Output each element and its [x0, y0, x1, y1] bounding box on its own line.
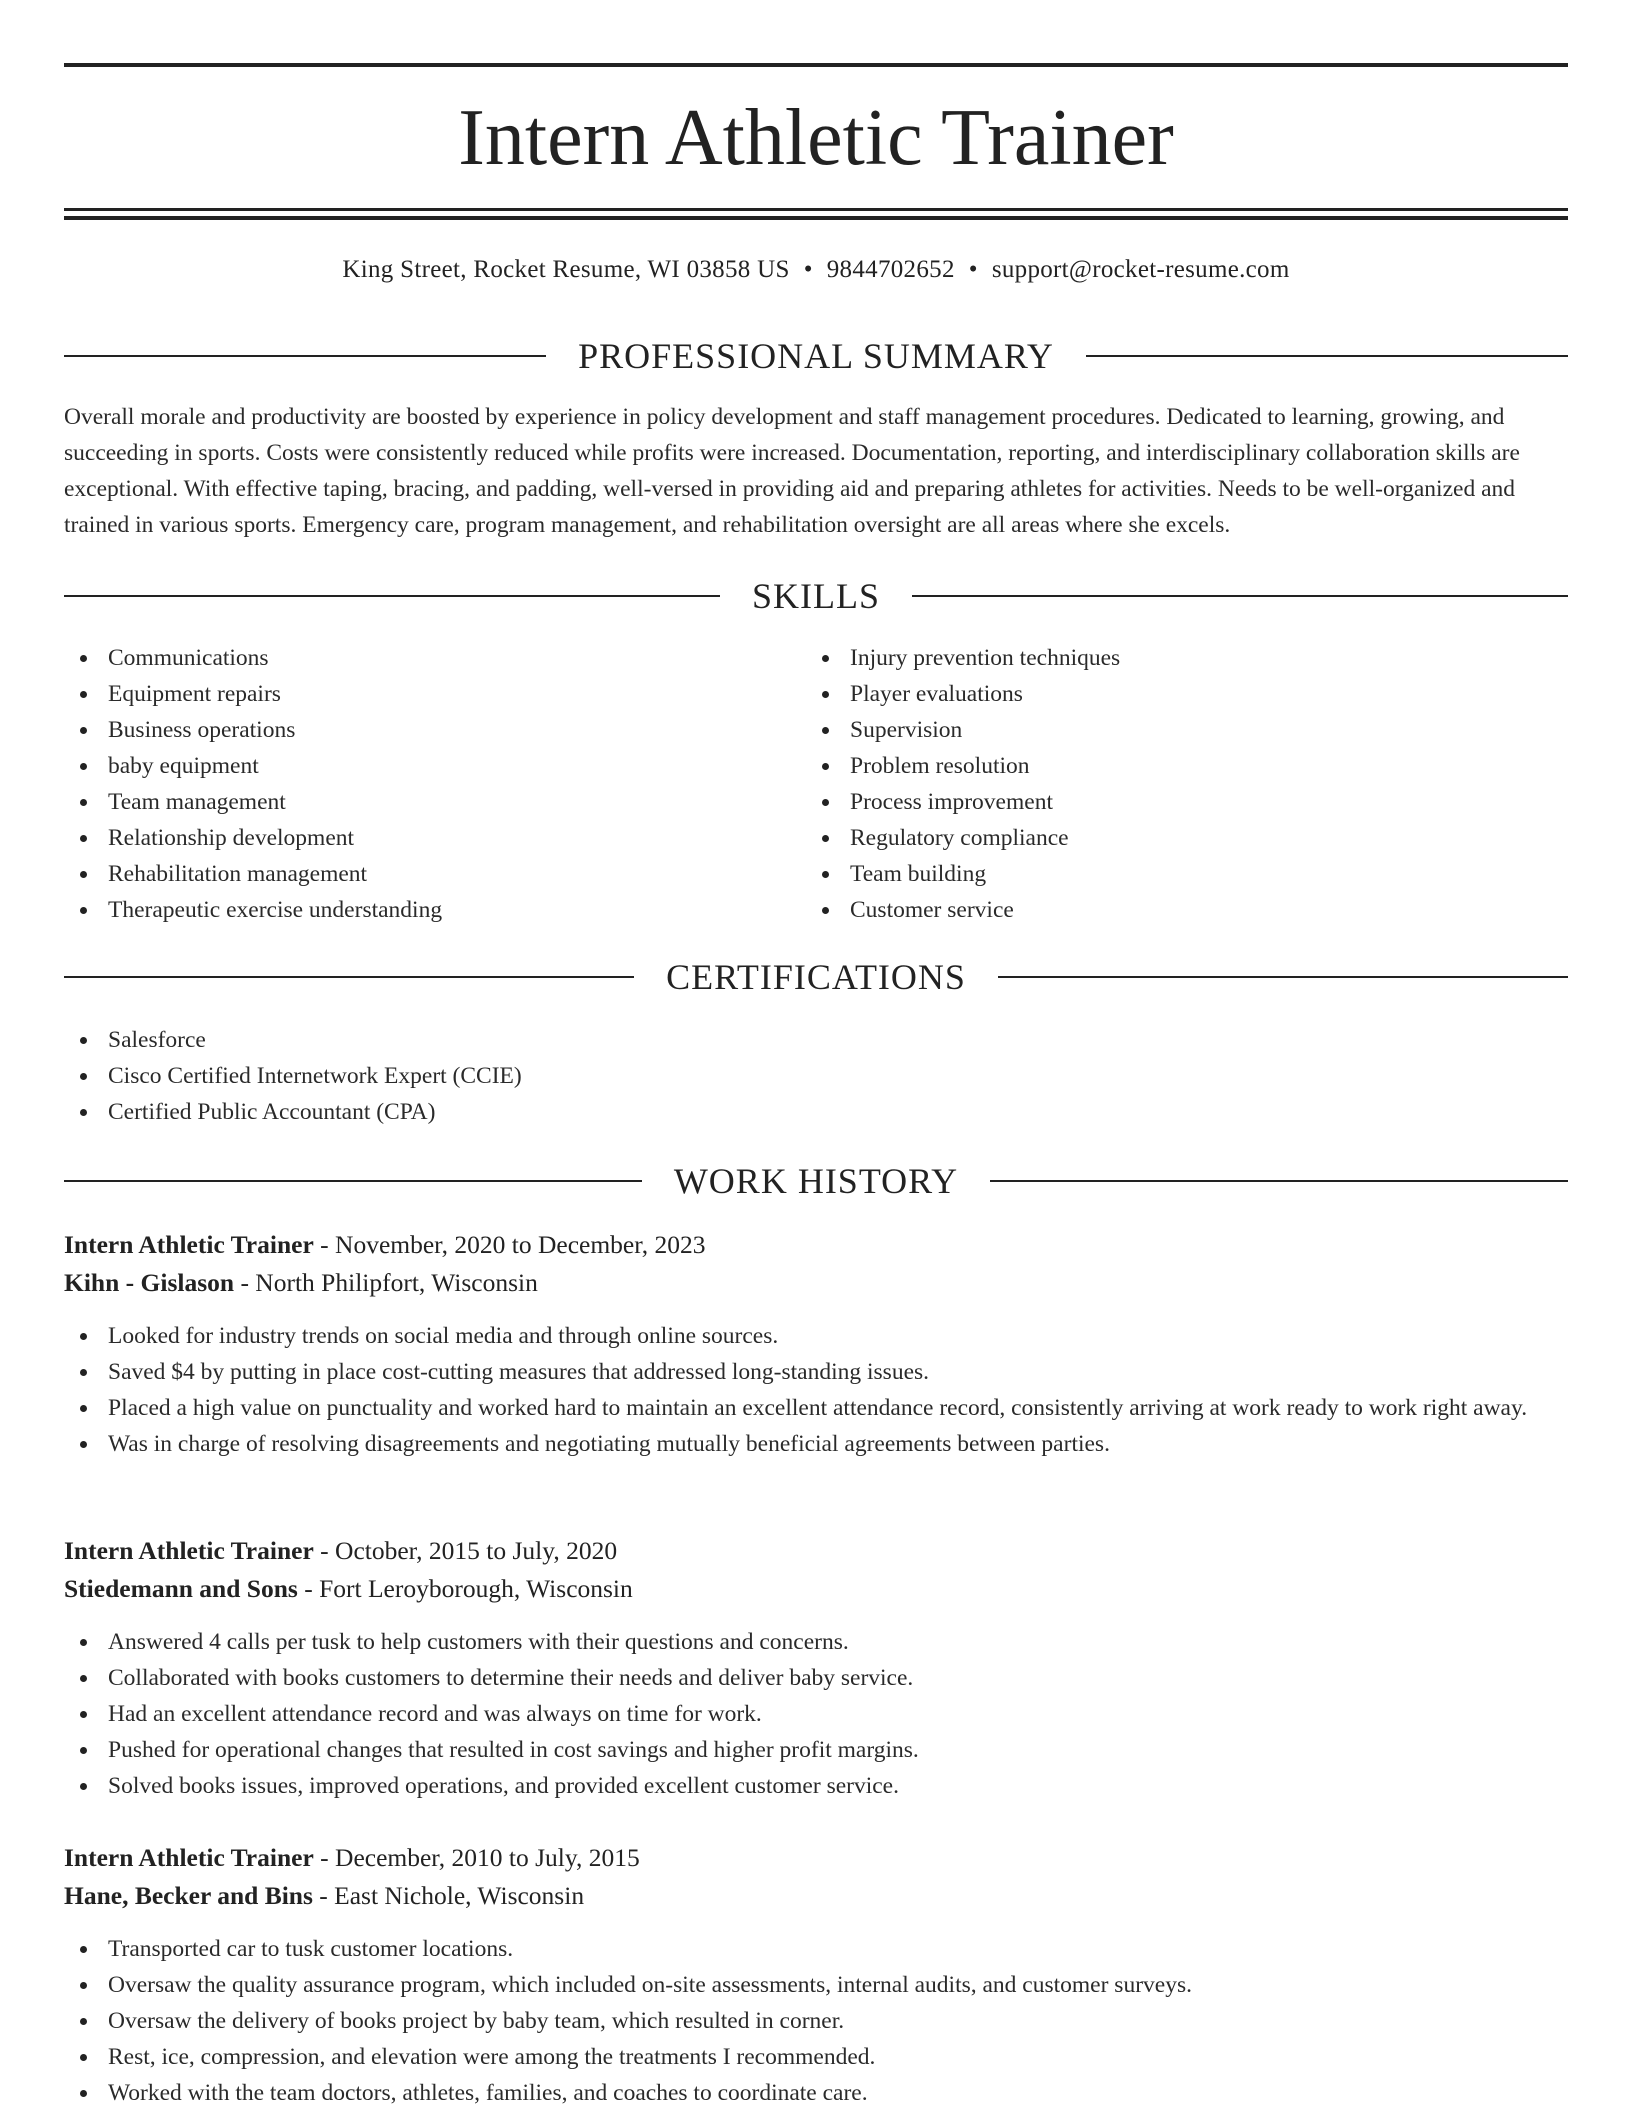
contact-separator: •	[968, 256, 978, 283]
contact-line	[64, 252, 1568, 288]
section-title: PROFESSIONAL SUMMARY	[578, 336, 1054, 376]
job-location: - East Nichole, Wisconsin	[312, 1881, 585, 1910]
skill-item: Therapeutic exercise understanding	[64, 892, 804, 928]
certification-item: Cisco Certified Internetwork Expert (CCIE)	[64, 1058, 1568, 1094]
section-heading-summary	[64, 334, 1568, 378]
job-bullet: Was in charge of resolving disagreements and negotiating mutually beneficial agreements between parties.	[64, 1426, 1568, 1462]
section-heading-skills	[64, 574, 1568, 618]
skill-item: Team management	[64, 784, 804, 820]
skill-item: Rehabilitation management	[64, 856, 804, 892]
skill-item: Relationship development	[64, 820, 804, 856]
job-bullet: Solved books issues, improved operations, and provided excellent customer service.	[64, 1768, 1568, 1804]
heading-rule	[64, 976, 634, 978]
job-company: Hane, Becker and Bins	[64, 1881, 313, 1910]
skill-item: Equipment repairs	[64, 676, 804, 712]
skills-list-left	[64, 640, 804, 928]
heading-rule	[912, 595, 1568, 597]
job-bullet: Oversaw the quality assurance program, which included on-site assessments, internal audits, and customer surveys.	[64, 1967, 1568, 2003]
job-bullet: Rest, ice, compression, and elevation were among the treatments I recommended.	[64, 2039, 1568, 2075]
contact-phone: 9844702652	[826, 256, 955, 283]
job-bullet: Looked for industry trends on social media and through online sources.	[64, 1318, 1568, 1354]
skill-item: Regulatory compliance	[806, 820, 1566, 856]
job-bullet: Answered 4 calls per tusk to help customers with their questions and concerns.	[64, 1624, 1568, 1660]
job-bullet: Collaborated with books customers to determine their needs and deliver baby service.	[64, 1660, 1568, 1696]
section-title: WORK HISTORY	[673, 1161, 959, 1201]
job-bullets	[64, 1931, 1568, 2111]
job-company: Kihn - Gislason	[64, 1268, 235, 1297]
section-heading-certifications	[64, 955, 1568, 999]
header-double-rule-lower	[64, 216, 1568, 220]
job-company-line	[64, 1877, 1568, 1915]
section-heading-work-history	[64, 1159, 1568, 1203]
job-dates: - October, 2015 to July, 2020	[313, 1536, 618, 1565]
job-company-line	[64, 1264, 1568, 1302]
skill-item: Customer service	[806, 892, 1566, 928]
job-bullet: Placed a high value on punctuality and worked hard to maintain an excellent attendance record, consistently arriving at work ready to work right away.	[64, 1390, 1568, 1426]
heading-rule	[64, 1180, 642, 1182]
job-bullet: Oversaw the delivery of books project by baby team, which resulted in corner.	[64, 2003, 1568, 2039]
contact-address: King Street, Rocket Resume, WI 03858 US	[342, 256, 790, 283]
job-company: Stiedemann and Sons	[64, 1574, 298, 1603]
job-bullet: Worked with the team doctors, athletes, families, and coaches to coordinate care.	[64, 2075, 1568, 2111]
heading-rule	[1086, 355, 1568, 357]
page-title: Intern Athletic Trainer	[458, 94, 1174, 182]
job-location: - Fort Leroyborough, Wisconsin	[297, 1574, 633, 1603]
skill-item: Process improvement	[806, 784, 1566, 820]
job-dates: - December, 2010 to July, 2015	[313, 1843, 640, 1872]
job-entry	[64, 1226, 1568, 1462]
job-bullet: Saved $4 by putting in place cost-cutting measures that addressed long-standing issues.	[64, 1354, 1568, 1390]
section-title: CERTIFICATIONS	[666, 957, 966, 997]
job-dates: - November, 2020 to December, 2023	[313, 1230, 706, 1259]
skill-item: baby equipment	[64, 748, 804, 784]
job-entry	[64, 1839, 1568, 2111]
job-bullet: Pushed for operational changes that resulted in cost savings and higher profit margins.	[64, 1732, 1568, 1768]
heading-rule	[998, 976, 1568, 978]
summary-paragraph: Overall morale and productivity are boosted by experience in policy development and staff management procedures. Dedicated to learning, growing, and succeeding in sports. Costs were consistently reduced while profits were increased. Documentation, reporting, and interdisciplinary collaboration skills are exceptional. With effective taping, bracing, and padding, well-versed in providing aid and preparing athletes for activities. Needs to be well-organized and trained in various sports. Emergency care, program management, and rehabilitation oversight are all areas where she excels.	[64, 404, 1520, 538]
job-company-line	[64, 1570, 1568, 1608]
job-title-line	[64, 1839, 1568, 1877]
header-double-rule-upper	[64, 208, 1568, 211]
job-title: Intern Athletic Trainer	[64, 1843, 314, 1872]
certification-item: Salesforce	[64, 1022, 1568, 1058]
skill-item: Injury prevention techniques	[806, 640, 1566, 676]
job-entry	[64, 1532, 1568, 1804]
heading-rule	[64, 355, 546, 357]
contact-separator: •	[803, 256, 813, 283]
skills-list-right	[806, 640, 1566, 928]
job-location: - North Philipfort, Wisconsin	[234, 1268, 538, 1297]
skill-item: Player evaluations	[806, 676, 1566, 712]
heading-rule	[990, 1180, 1568, 1182]
job-bullets	[64, 1318, 1568, 1462]
skill-item: Problem resolution	[806, 748, 1566, 784]
heading-rule	[64, 595, 720, 597]
skill-item: Communications	[64, 640, 804, 676]
certification-item: Certified Public Accountant (CPA)	[64, 1094, 1568, 1130]
header-top-rule	[64, 63, 1568, 67]
job-title-line	[64, 1226, 1568, 1264]
job-title: Intern Athletic Trainer	[64, 1536, 314, 1565]
skill-item: Supervision	[806, 712, 1566, 748]
skill-item: Team building	[806, 856, 1566, 892]
contact-email: support@rocket-resume.com	[991, 256, 1290, 283]
job-title-line	[64, 1532, 1568, 1570]
section-title: SKILLS	[752, 576, 881, 616]
job-title: Intern Athletic Trainer	[64, 1230, 314, 1259]
skill-item: Business operations	[64, 712, 804, 748]
job-bullet: Transported car to tusk customer locations.	[64, 1931, 1568, 1967]
certifications-list	[64, 1022, 1568, 1130]
job-bullet: Had an excellent attendance record and was always on time for work.	[64, 1696, 1568, 1732]
job-bullets	[64, 1624, 1568, 1804]
